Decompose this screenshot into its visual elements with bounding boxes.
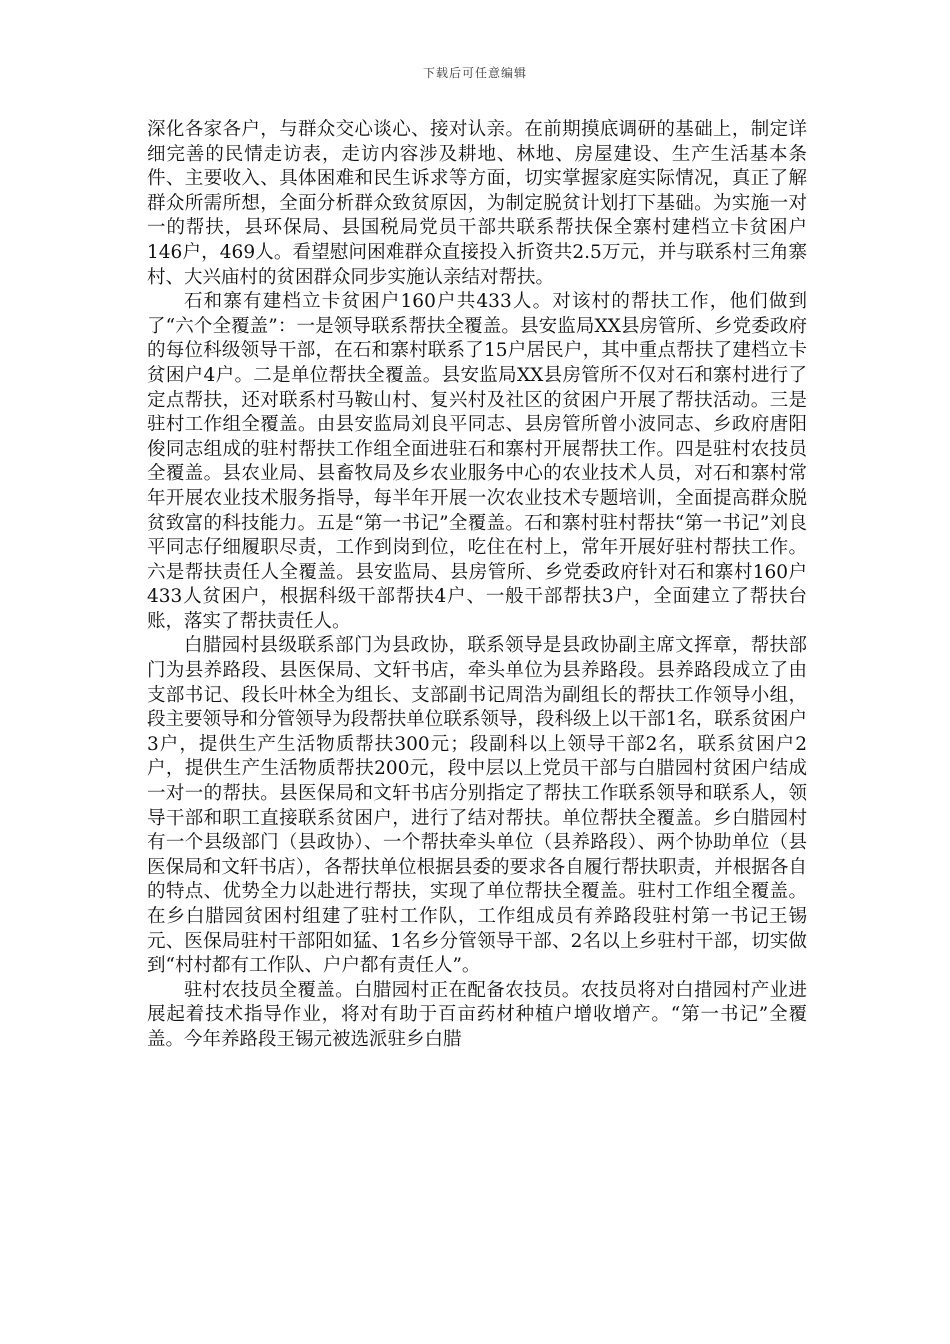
paragraph: 石和寨有建档立卡贫困户160户共433人。对该村的帮扶工作，他们做到了“六个全覆盖”：一是领导联系帮扶全覆盖。县安监局XX县房管所、乡党委政府的每位科级领导干部，在石和寨村联系了15户居民户，其中重点帮扶了建档立卡贫困户4户。二是单位帮扶全覆盖。县安监局XX县房管所不仅对石和寨村进行了定点帮扶，还对联系村马鞍山村、复兴村及社区的贫困户开展了帮扶活动。三是驻村工作组全覆盖。由县安监局刘良平同志、县房管所曾小波同志、乡政府唐阳俊同志组成的驻村帮扶工作组全面进驻石和寨村开展帮扶工作。四是驻村农技员全覆盖。县农业局、县畜牧局及乡农业服务中心的农业技术人员，对石和寨村常年开展农业技术服务指导，每半年开展一次农业技术专题培训，全面提高群众脱贫致富的科技能力。五是“第一书记”全覆盖。石和寨村驻村帮扶“第一书记”刘良平同志仔细履职尽责，工作到岗到位，吃住在村上，常年开展好驻村帮扶工作。六是帮扶责任人全覆盖。县安监局、县房管所、乡党委政府针对石和寨村160户433人贫困户，根据科级干部帮扶4户、一般干部帮扶3户，全面建立了帮扶台账，落实了帮扶责任人。	[147, 291, 807, 632]
paragraph: 深化各家各户，与群众交心谈心、接对认亲。在前期摸底调研的基础上，制定详细完善的民情走访表，走访内容涉及耕地、林地、房屋建设、生产生活基本条件、主要收入、具体困难和民生诉求等方面，切实掌握家庭实际情况，真正了解群众所需所想，全面分析群众致贫原因，为制定脱贫计划打下基础。为实施一对一的帮扶，县环保局、县国税局党员干部共联系帮扶保全寨村建档立卡贫困户146户，469人。看望慰问困难群众直接投入折资共2.5万元，并与联系村三角寨村、大兴庙村的贫困群众同步实施认亲结对帮扶。	[147, 119, 807, 288]
paragraph: 驻村农技员全覆盖。白腊园村正在配备农技员。农技员将对白措园村产业进展起着技术指导作业，将对有助于百亩药材种植户增收增产。“第一书记”全覆盖。今年养路段王锡元被选派驻乡白腊	[147, 979, 807, 1050]
page-header: 下载后可任意编辑	[422, 66, 527, 80]
document-body	[147, 118, 807, 1053]
paragraph: 白腊园村县级联系部门为县政协，联系领导是县政协副主席文挥章，帮扶部门为县养路段、县医保局、文轩书店，牵头单位为县养路段。县养路段成立了由支部书记、段长叶林全为组长、支部副书记周浩为副组长的帮扶工作领导小组，段主要领导和分管领导为段帮扶单位联系领导，段科级上以干部1名，联系贫困户3户，提供生产生活物质帮扶300元；段副科以上领导干部2名，联系贫困户2户，提供生产生活物质帮扶200元，段中层以上党员干部与白腊园村贫困户结成一对一的帮扶。县医保局和文轩书店分别指定了帮扶工作联系领导和联系人，领导干部和职工直接联系贫困户，进行了结对帮扶。单位帮扶全覆盖。乡白腊园村有一个县级部门（县政协）、一个帮扶牵头单位（县养路段）、两个协助单位（县医保局和文轩书店），各帮扶单位根据县委的要求各自履行帮扶职责，并根据各自的特点、优势全力以赴进行帮扶，实现了单位帮扶全覆盖。驻村工作组全覆盖。在乡白腊园贫困村组建了驻村工作队，工作组成员有养路段驻村第一书记王锡元、医保局驻村干部阳如猛、1名乡分管领导干部、2名以上乡驻村干部，切实做到“村村都有工作队、户户都有责任人”。	[147, 635, 807, 977]
